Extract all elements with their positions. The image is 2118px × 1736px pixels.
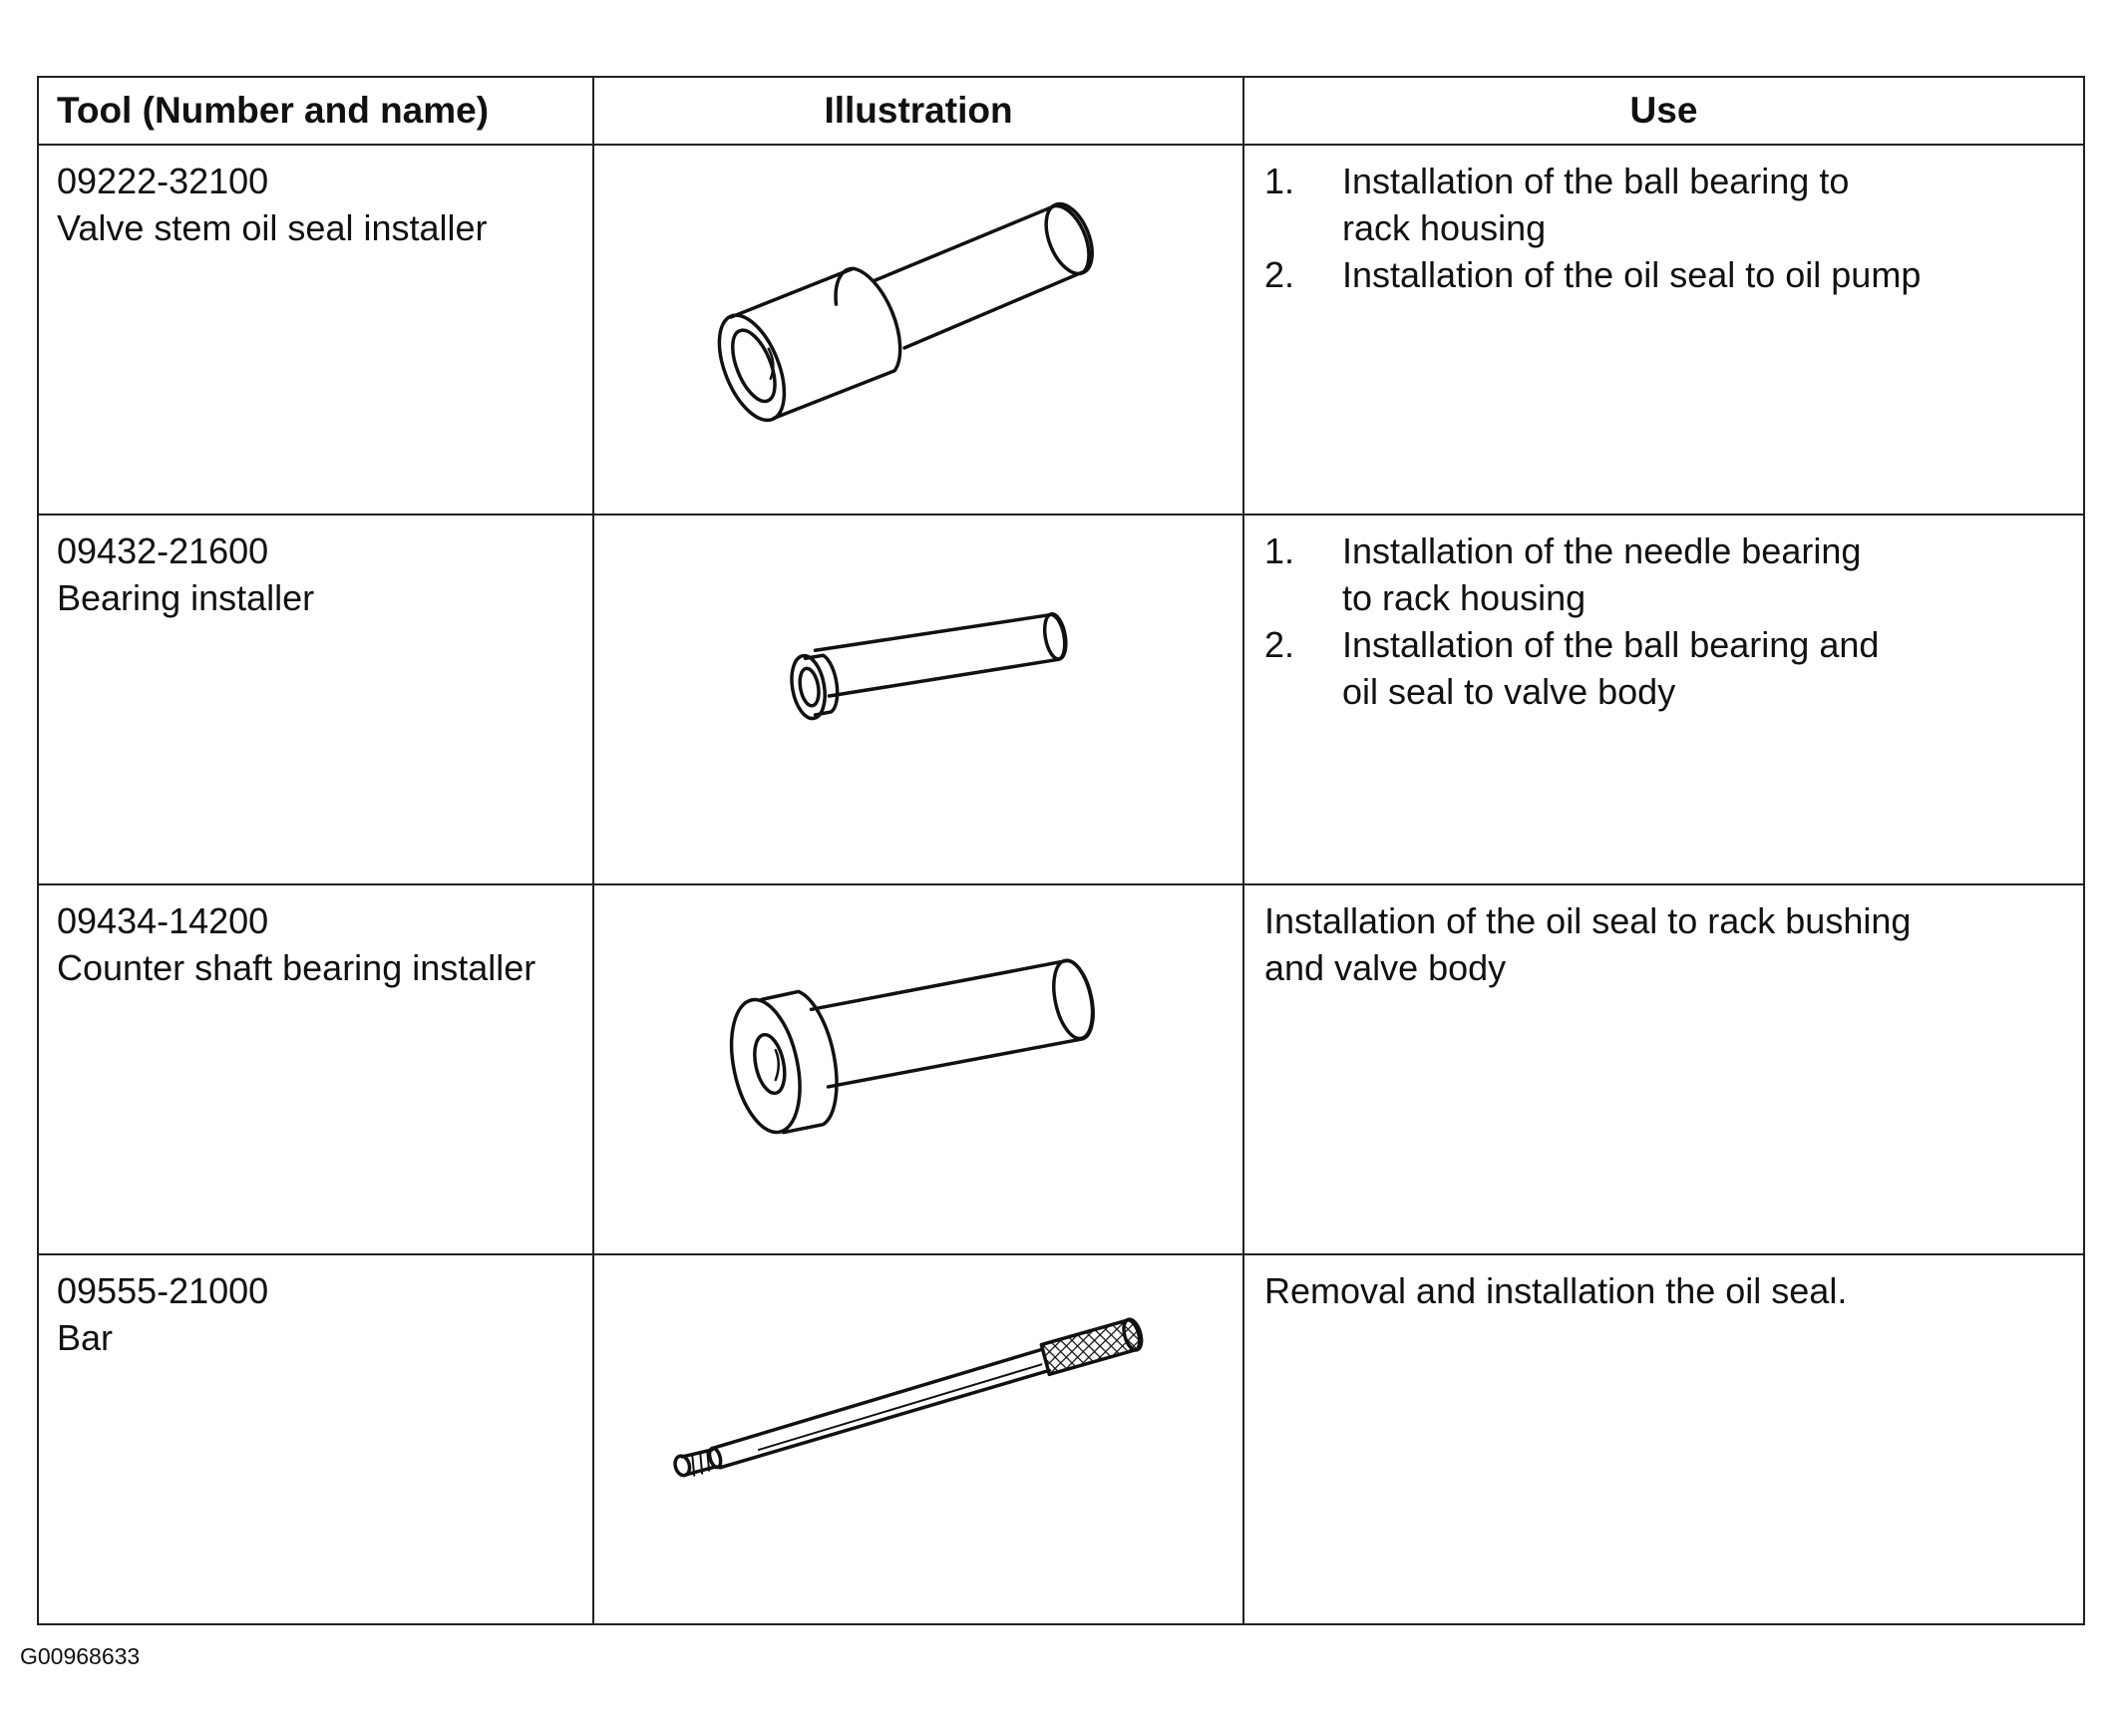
use-item-line: oil seal to valve body xyxy=(1342,671,1676,712)
table-row xyxy=(38,145,2084,515)
header-tool: Tool (Number and name) xyxy=(38,77,593,145)
tool-number: 09222-32100 xyxy=(57,161,269,201)
table-row xyxy=(38,515,2084,884)
use-item-line: Installation of the ball bearing to xyxy=(1342,161,1850,201)
tool-cell xyxy=(38,884,593,1254)
use-item-line: Installation of the ball bearing and xyxy=(1342,624,1880,665)
illustration-cell xyxy=(593,884,1243,1254)
use-line: Installation of the oil seal to rack bushing xyxy=(1264,900,1912,941)
table-row xyxy=(38,884,2084,1254)
header-illustration: Illustration xyxy=(593,77,1243,145)
use-item xyxy=(1264,158,2063,251)
tool-number: 09432-21600 xyxy=(57,530,269,571)
use-list xyxy=(1264,158,2063,298)
use-item-line: to rack housing xyxy=(1342,577,1587,618)
use-item-number: 2. xyxy=(1264,254,1295,295)
tool-name: Bar xyxy=(57,1317,114,1358)
tool-cell xyxy=(38,1254,593,1624)
tool-cell xyxy=(38,145,593,515)
use-item-number: 2. xyxy=(1264,624,1295,665)
flanged-shaft-installer-icon xyxy=(594,885,1242,1253)
use-item xyxy=(1264,621,2063,715)
tool-name: Counter shaft bearing installer xyxy=(57,947,536,988)
use-cell xyxy=(1243,145,2084,515)
stepped-cylinder-installer-icon xyxy=(594,146,1242,514)
knurled-bar-icon xyxy=(594,1255,1242,1623)
use-line: Removal and installation the oil seal. xyxy=(1264,1270,1848,1311)
illustration-cell xyxy=(593,515,1243,884)
use-item-line: rack housing xyxy=(1342,207,1547,248)
use-item-number: 1. xyxy=(1264,161,1295,201)
tool-number: 09555-21000 xyxy=(57,1270,269,1311)
tool-number: 09434-14200 xyxy=(57,900,269,941)
use-item-number: 1. xyxy=(1264,530,1295,571)
use-item-line: Installation of the oil seal to oil pump xyxy=(1342,254,1922,295)
use-item xyxy=(1264,251,2063,298)
illustration-cell xyxy=(593,1254,1243,1624)
flanged-pin-installer-icon xyxy=(594,516,1242,883)
special-tools-table xyxy=(37,76,2085,1625)
use-cell xyxy=(1243,515,2084,884)
use-item-line: Installation of the needle bearing xyxy=(1342,530,1862,571)
use-cell xyxy=(1243,1254,2084,1624)
use-cell xyxy=(1243,884,2084,1254)
table-row xyxy=(38,1254,2084,1624)
header-use: Use xyxy=(1243,77,2084,145)
use-item xyxy=(1264,527,2063,621)
tool-cell xyxy=(38,515,593,884)
tool-name: Bearing installer xyxy=(57,577,315,618)
tool-name: Valve stem oil seal installer xyxy=(57,207,488,248)
use-list xyxy=(1264,527,2063,715)
header-row xyxy=(38,77,2084,145)
use-line: and valve body xyxy=(1264,947,1507,988)
figure-id: G00968633 xyxy=(20,1643,141,1669)
illustration-cell xyxy=(593,145,1243,515)
